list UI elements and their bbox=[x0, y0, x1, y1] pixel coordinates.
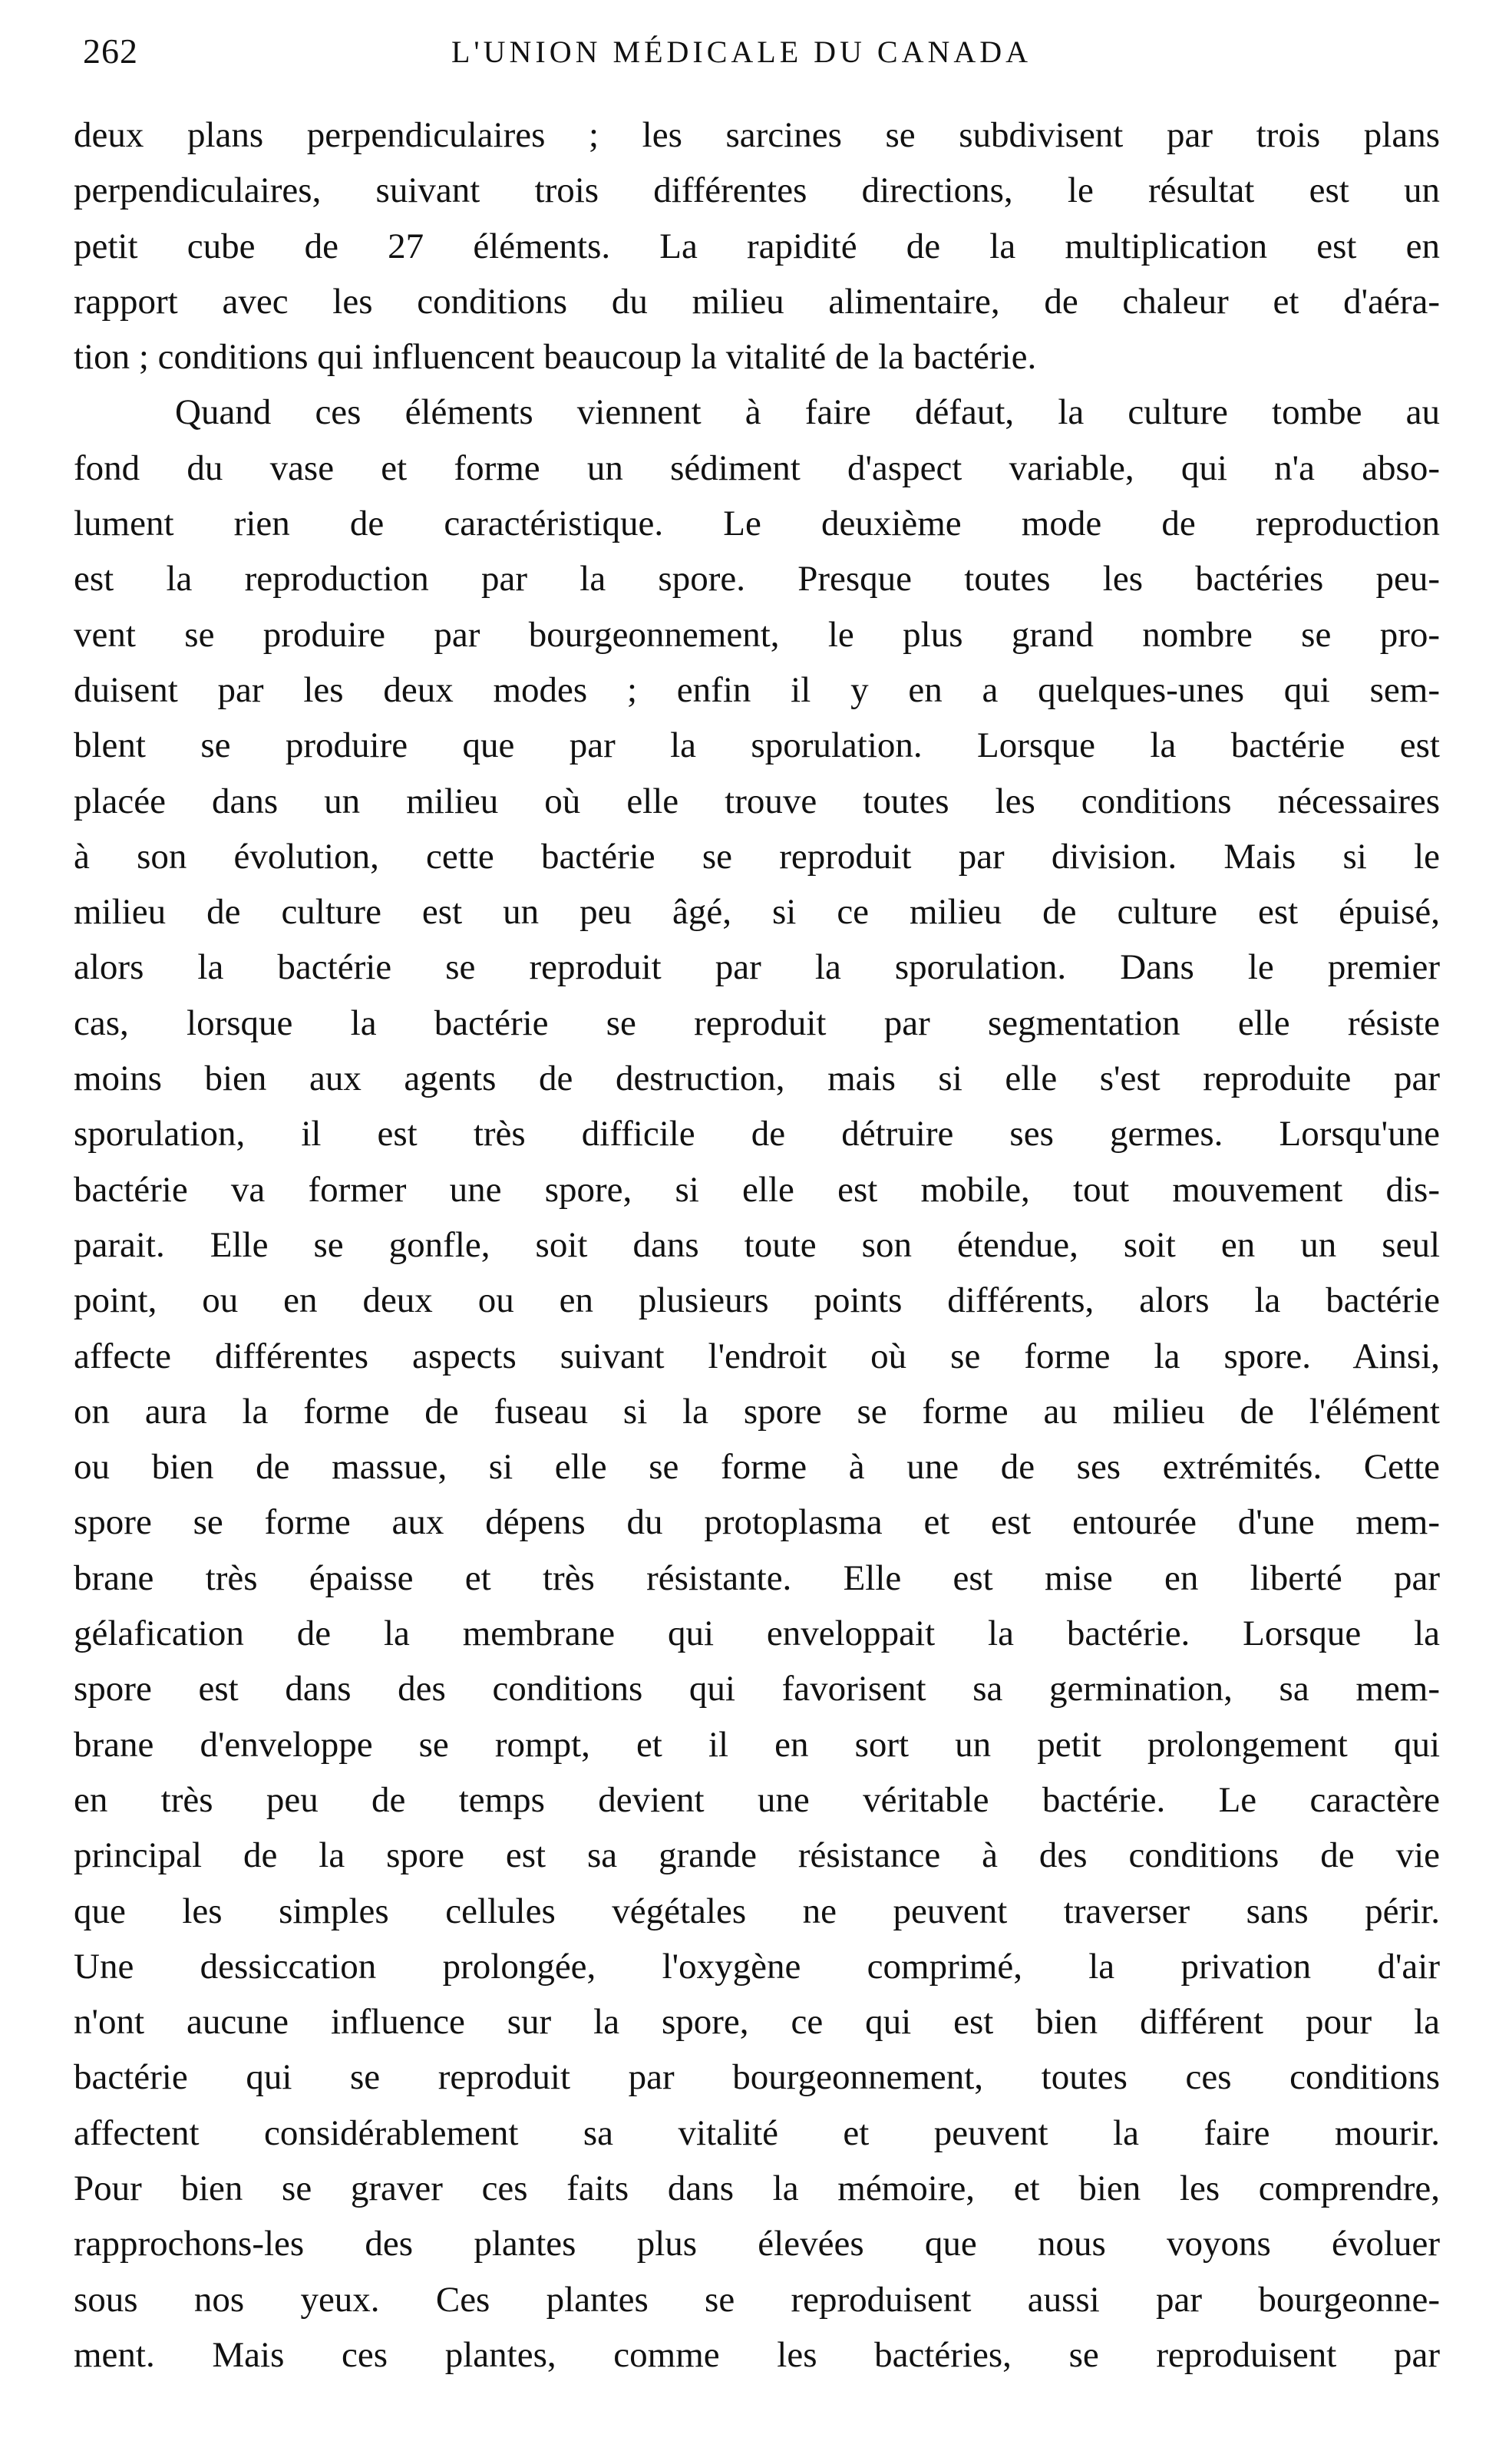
text-line: tion ; conditions qui influencent beaucoup la vitalité de la bactérie. bbox=[74, 337, 1037, 378]
text-line: perpendiculaires, suivant trois différentes directions, le résultat est un bbox=[74, 170, 1440, 211]
text-line: duisent par les deux modes ; enfin il y en a quelques-unes qui sem- bbox=[74, 669, 1440, 710]
text-line: gélafication de la membrane qui enveloppait la bactérie. Lorsque la bbox=[74, 1613, 1440, 1654]
text-line: rapport avec les conditions du milieu alimentaire, de chaleur et d'aéra- bbox=[74, 281, 1440, 322]
text-line: ou bien de massue, si elle se forme à une de ses extrémités. Cette bbox=[74, 1447, 1440, 1488]
text-line: petit cube de 27 éléments. La rapidité de la multiplication est en bbox=[74, 226, 1440, 266]
text-line: Pour bien se graver ces faits dans la mémoire, et bien les comprendre, bbox=[74, 2168, 1440, 2208]
text-line: que les simples cellules végétales ne peuvent traverser sans périr. bbox=[74, 1891, 1440, 1931]
text-line: n'ont aucune influence sur la spore, ce qui est bien différent pour la bbox=[74, 2002, 1440, 2043]
text-line: parait. Elle se gonfle, soit dans toute son étendue, soit en un seul bbox=[74, 1224, 1440, 1265]
text-line: placée dans un milieu où elle trouve toutes les conditions nécessaires bbox=[74, 781, 1440, 821]
text-line: rapprochons-les des plantes plus élevées que nous voyons évoluer bbox=[74, 2224, 1440, 2264]
text-line: Une dessiccation prolongée, l'oxygène comprimé, la privation d'air bbox=[74, 1946, 1440, 1987]
text-line: Quand ces éléments viennent à faire défaut, la culture tombe au bbox=[175, 392, 1440, 433]
text-line: affectent considérablement sa vitalité et peuvent la faire mourir. bbox=[74, 2112, 1440, 2153]
text-line: moins bien aux agents de destruction, mais si elle s'est reproduite par bbox=[74, 1059, 1440, 1099]
text-line: vent se produire par bourgeonnement, le plus grand nombre se pro- bbox=[74, 614, 1440, 655]
text-line: brane d'enveloppe se rompt, et il en sort un petit prolongement qui bbox=[74, 1724, 1440, 1765]
text-line: bactérie qui se reproduit par bourgeonnement, toutes ces conditions bbox=[74, 2057, 1440, 2098]
text-line: cas, lorsque la bactérie se reproduit par segmentation elle résiste bbox=[74, 1002, 1440, 1043]
text-line: affecte différentes aspects suivant l'endroit où se forme la spore. Ainsi, bbox=[74, 1336, 1440, 1376]
running-head bbox=[83, 31, 1434, 77]
text-line: en très peu de temps devient une véritable bactérie. Le caractère bbox=[74, 1779, 1440, 1820]
text-line: milieu de culture est un peu âgé, si ce milieu de culture est épuisé, bbox=[74, 892, 1440, 933]
text-line: bactérie va former une spore, si elle est mobile, tout mouvement dis- bbox=[74, 1169, 1440, 1210]
text-line: alors la bactérie se reproduit par la sporulation. Dans le premier bbox=[74, 947, 1440, 988]
text-line: blent se produire que par la sporulation. Lorsque la bactérie est bbox=[74, 725, 1440, 766]
text-line: principal de la spore est sa grande résistance à des conditions de vie bbox=[74, 1835, 1440, 1876]
page-number: 262 bbox=[83, 31, 138, 71]
text-line: est la reproduction par la spore. Presque toutes les bactéries peu- bbox=[74, 559, 1440, 599]
journal-title: L'UNION MÉDICALE DU CANADA bbox=[451, 35, 1032, 69]
text-line: point, ou en deux ou en plusieurs points différents, alors la bactérie bbox=[74, 1280, 1440, 1321]
text-line: deux plans perpendiculaires ; les sarcines se subdivisent par trois plans bbox=[74, 115, 1440, 155]
text-line: spore est dans des conditions qui favorisent sa germination, sa mem- bbox=[74, 1669, 1440, 1709]
body-text bbox=[74, 107, 1440, 2383]
text-line: on aura la forme de fuseau si la spore se forme au milieu de l'élément bbox=[74, 1391, 1440, 1432]
text-line: à son évolution, cette bactérie se reproduit par division. Mais si le bbox=[74, 836, 1440, 877]
text-line: lument rien de caractéristique. Le deuxième mode de reproduction bbox=[74, 504, 1440, 544]
text-line: ment. Mais ces plantes, comme les bactéries, se reproduisent par bbox=[74, 2334, 1440, 2375]
text-line: brane très épaisse et très résistante. Elle est mise en liberté par bbox=[74, 1557, 1440, 1598]
text-line: sous nos yeux. Ces plantes se reproduisent aussi par bourgeonne- bbox=[74, 2279, 1440, 2320]
text-line: sporulation, il est très difficile de détruire ses germes. Lorsqu'une bbox=[74, 1114, 1440, 1154]
text-line: spore se forme aux dépens du protoplasma et est entourée d'une mem- bbox=[74, 1502, 1440, 1543]
text-line: fond du vase et forme un sédiment d'aspect variable, qui n'a abso- bbox=[74, 448, 1440, 488]
